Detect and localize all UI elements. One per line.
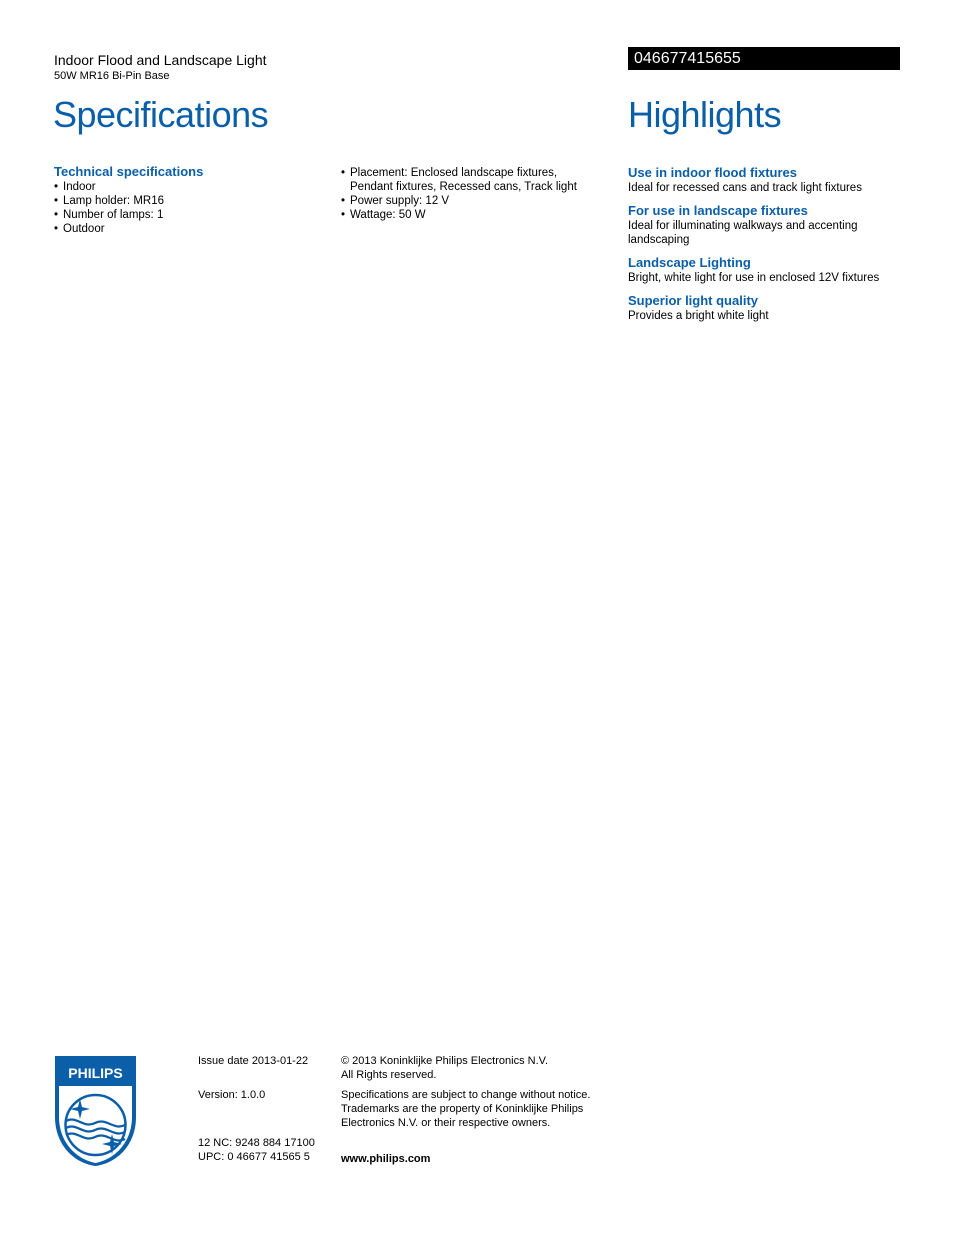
highlight-title: Superior light quality: [628, 293, 759, 308]
copyright: © 2013 Koninklijke Philips Electronics N.V.: [341, 1055, 549, 1067]
spec-item: • Number of lamps: 1: [54, 208, 314, 222]
specifications-title: Specifications: [53, 94, 269, 135]
specs-list-1: [54, 180, 314, 236]
highlight-title: For use in landscape fixtures: [628, 203, 808, 218]
spec-item: • Lamp holder: MR16: [54, 194, 314, 208]
highlight-item: [628, 255, 900, 285]
footer-legal-column: [341, 1054, 601, 1166]
highlight-item: [628, 165, 900, 195]
highlights-title: Highlights: [628, 94, 782, 135]
spec-item: • Wattage: 50 W: [341, 208, 603, 222]
highlight-text: Provides a bright white light: [628, 310, 769, 322]
specs-list-2: [341, 166, 603, 222]
philips-logo: [54, 1055, 137, 1167]
highlight-text: Ideal for illuminating walkways and accenting landscaping: [628, 220, 858, 246]
specs-column-1: [54, 164, 314, 236]
spec-item: • Power supply: 12 V: [341, 194, 603, 208]
highlight-text: Bright, white light for use in enclosed 12V fixtures: [628, 272, 880, 284]
issue-date: Issue date 2013-01-22: [198, 1055, 309, 1067]
philips-shield-icon: [54, 1055, 137, 1167]
specs-column-2: [341, 166, 603, 222]
highlight-text: Ideal for recessed cans and track light fixtures: [628, 182, 862, 194]
highlight-title: Use in indoor flood fixtures: [628, 165, 798, 180]
product-subtitle: 50W MR16 Bi-Pin Base: [54, 70, 170, 82]
highlight-item: [628, 293, 900, 323]
logo-wordmark: PHILIPS: [68, 1065, 123, 1081]
rights-reserved: All Rights reserved.: [341, 1069, 437, 1081]
technical-specifications-heading: Technical specifications: [54, 164, 204, 179]
version: Version: 1.0.0: [198, 1089, 266, 1101]
legal-notice: Specifications are subject to change without notice. Trademarks are the property of Koninklijke Philips Electronics N.V. or their respective owners.: [341, 1089, 591, 1129]
highlight-title: Landscape Lighting: [628, 255, 751, 270]
product-code-bar: 046677415655: [628, 47, 900, 70]
upc-code: UPC: 0 46677 41565 5: [198, 1151, 310, 1163]
product-name: Indoor Flood and Landscape Light: [54, 52, 267, 68]
spec-item: • Indoor: [54, 180, 314, 194]
spec-item: • Placement: Enclosed landscape fixtures, Pendant fixtures, Recessed cans, Track light: [341, 166, 603, 194]
footer-issue-column: [198, 1054, 328, 1164]
twelve-nc: 12 NC: 9248 884 17100: [198, 1137, 315, 1149]
website-link[interactable]: www.philips.com: [341, 1153, 431, 1165]
highlight-item: [628, 203, 900, 247]
highlights-column: [628, 165, 900, 331]
spec-item: • Outdoor: [54, 222, 314, 236]
